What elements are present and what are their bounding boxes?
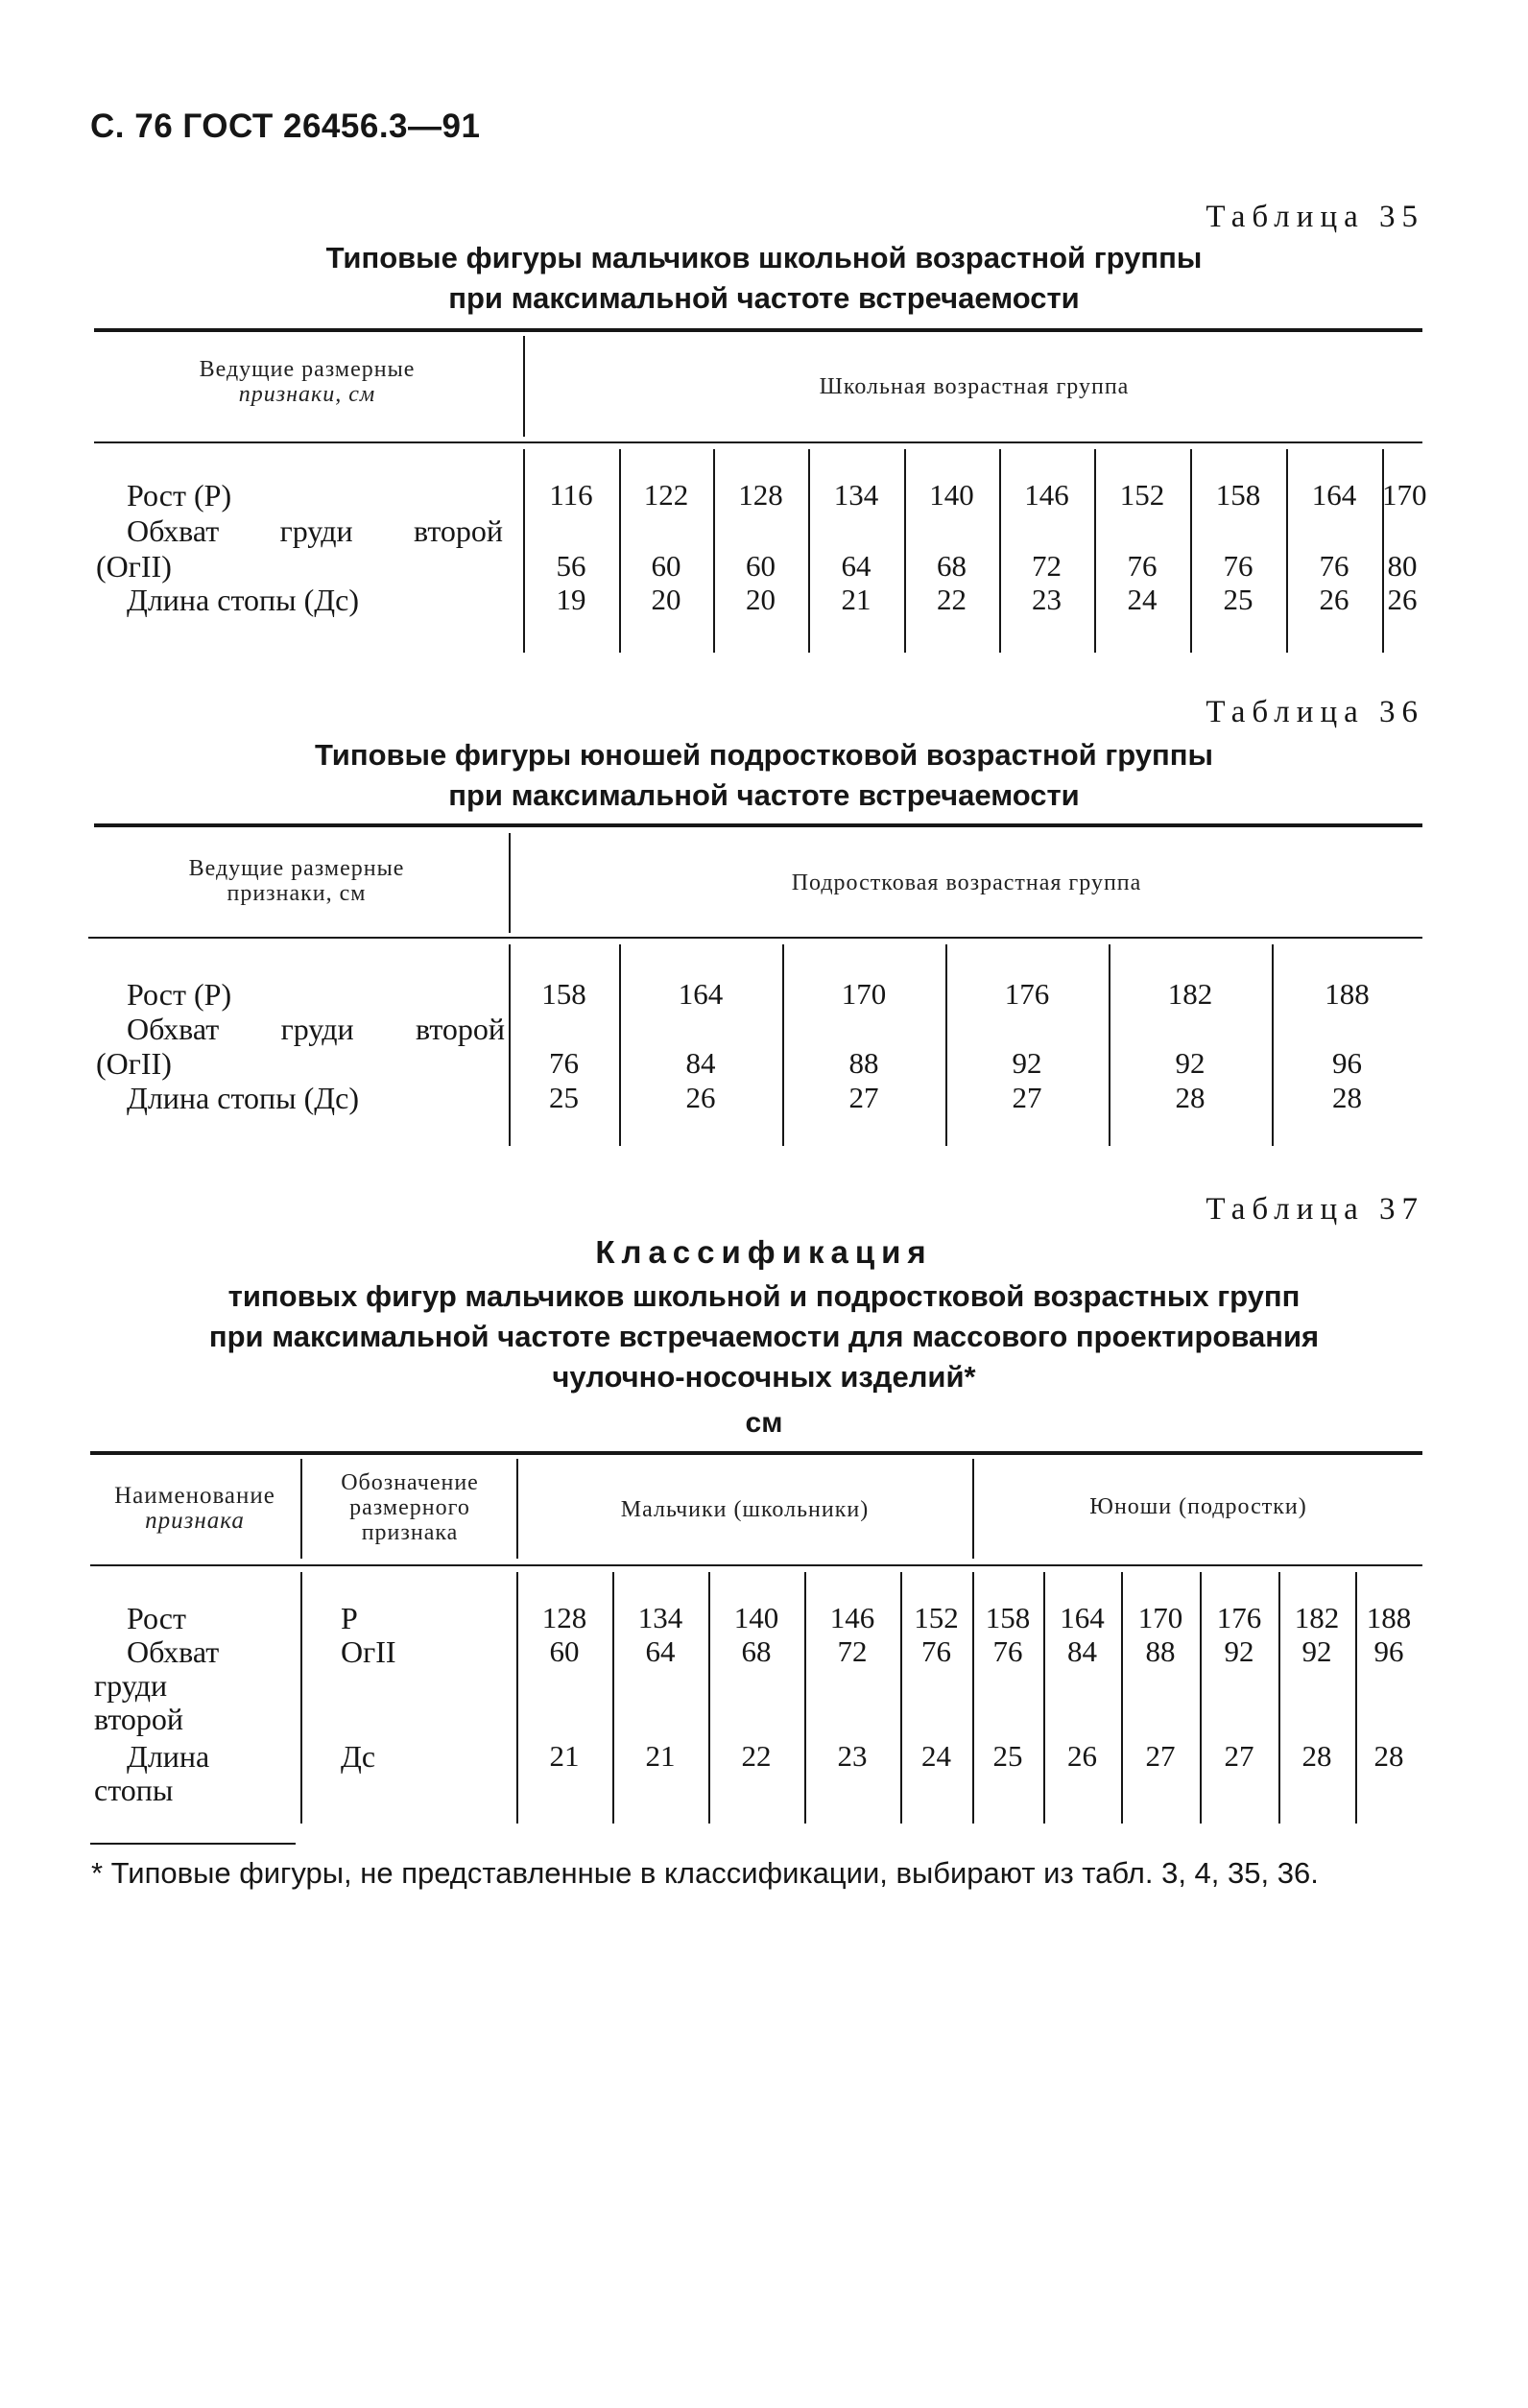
table-36-cell-r2-c1: 76 [549, 1046, 579, 1080]
table-37-cell-r2-c4: 72 [837, 1634, 868, 1668]
table-35-cell-r3-c1: 19 [556, 583, 586, 616]
table-37-cell-r3-c1: 21 [549, 1739, 580, 1773]
table-35-row-label-4: Длина стопы (Дс) [127, 583, 359, 617]
table-36-cell-r1-c2: 164 [678, 977, 724, 1011]
table-37-header-col1 [92, 1484, 298, 1534]
table-37-cell-r2-c7: 84 [1067, 1634, 1097, 1668]
table-36-cell-r3-c5: 28 [1175, 1081, 1206, 1114]
table-37-cell-r1-c5: 152 [914, 1601, 959, 1634]
table-37-cell-r3-c11: 28 [1373, 1739, 1404, 1773]
table-35-col-divider-0 [523, 449, 525, 653]
table-37-header-group-boys: Мальчики (школьники) [620, 1497, 870, 1522]
table-37-cell-r1-c7: 164 [1060, 1601, 1105, 1634]
table-37-cell-r1-c8: 170 [1137, 1601, 1183, 1634]
table-36-title-line-2: при максимальной частоте встречаемости [448, 778, 1080, 812]
table-35-row-label-2: Обхват груди второй [127, 513, 503, 548]
table-37-row-2-name-2: груди [94, 1668, 168, 1703]
table-36-col-divider-3 [945, 944, 947, 1146]
table-36-cell-r3-c1: 25 [549, 1081, 579, 1114]
table-35-cell-r2-c4: 64 [841, 549, 871, 583]
table-37-header-col1-line-1: Наименование [114, 1483, 275, 1509]
table-37-title-line-2: при максимальной частоте встречаемости для массового проектирования [208, 1320, 1320, 1353]
table-36-cell-r2-c3: 88 [848, 1046, 879, 1080]
table-36-header-rule [88, 937, 1422, 939]
table-37-cell-r2-c2: 64 [645, 1634, 676, 1668]
table-35-cell-r1-c3: 128 [738, 478, 783, 512]
table-36-cell-r3-c2: 26 [685, 1081, 716, 1114]
table-37-header-col2-line-3: признака [361, 1520, 459, 1545]
table-37-title-line-1: типовых фигур мальчиков школьной и подростковой возрастных групп [227, 1279, 1301, 1313]
table-35-cell-r3-c8: 25 [1223, 583, 1253, 616]
table-37-header-divider-1 [300, 1459, 302, 1559]
table-35-cell-r2-c1: 56 [556, 549, 586, 583]
table-36-header-group: Подростковая возрастная группа [791, 870, 1142, 895]
table-35-cell-r1-c4: 134 [833, 478, 879, 512]
table-37-title-line-3: чулочно-носочных изделий* [552, 1360, 976, 1394]
table-35-cell-r3-c2: 20 [651, 583, 681, 616]
table-35-header-left-line-1: Ведущие размерные [199, 357, 416, 382]
table-37-cell-r2-c3: 68 [741, 1634, 772, 1668]
table-35-header-rule [94, 441, 1422, 443]
table-36-header-left [90, 856, 503, 906]
table-35-cell-r1-c8: 158 [1215, 478, 1261, 512]
table-37-header-group-youths: Юноши (подростки) [1089, 1494, 1307, 1519]
footnote-rule [90, 1843, 296, 1845]
table-35-cell-r1-c2: 122 [643, 478, 689, 512]
table-36-cell-r2-c4: 92 [1012, 1046, 1042, 1080]
table-36-row-label-2: Обхват груди второй [127, 1012, 505, 1046]
table-37-header-col1-line-2: признака [145, 1508, 245, 1534]
table-36-number: Таблица 36 [1206, 695, 1424, 729]
table-37-cell-r1-c1: 128 [541, 1601, 587, 1634]
table-37-cell-r2-c6: 76 [992, 1634, 1023, 1668]
table-37-cell-r3-c8: 27 [1145, 1739, 1176, 1773]
table-35-number: Таблица 35 [1206, 200, 1424, 234]
table-37-cell-r3-c2: 21 [645, 1739, 676, 1773]
table-36-cell-r2-c5: 92 [1175, 1046, 1206, 1080]
table-37-cell-r1-c2: 134 [637, 1601, 683, 1634]
table-36-title-line-1: Типовые фигуры юношей подростковой возрастной группы [315, 738, 1213, 772]
table-35-cell-r2-c5: 68 [937, 549, 967, 583]
table-35-cell-r1-c6: 146 [1024, 478, 1069, 512]
table-37-header-col2-line-2: размерного [349, 1495, 470, 1520]
table-36-row-label-4: Длина стопы (Дс) [127, 1081, 359, 1115]
table-36-cell-r1-c6: 188 [1325, 977, 1370, 1011]
table-37-header-rule [90, 1564, 1422, 1566]
table-35-cell-r2-c2: 60 [651, 549, 681, 583]
table-36-col-divider-5 [1272, 944, 1274, 1146]
table-37-cell-r1-c10: 182 [1294, 1601, 1340, 1634]
table-37-cell-r2-c8: 88 [1145, 1634, 1176, 1668]
table-36-header-left-line-1: Ведущие размерные [188, 856, 405, 881]
table-37-cell-r3-c6: 25 [992, 1739, 1023, 1773]
table-35-cell-r3-c10: 26 [1387, 583, 1418, 616]
table-36-row-label-3: (ОгII) [96, 1046, 172, 1081]
table-37-cell-r1-c3: 140 [733, 1601, 779, 1634]
table-35-cell-r1-c1: 116 [549, 478, 593, 512]
table-37-row-2-name-1: Обхват [127, 1634, 220, 1669]
table-35-cell-r2-c8: 76 [1223, 549, 1253, 583]
table-36-cell-r3-c6: 28 [1332, 1081, 1362, 1114]
table-37-cell-r1-c9: 176 [1216, 1601, 1262, 1634]
table-35-header-group: Школьная возрастная группа [819, 374, 1130, 399]
table-35-cell-r2-c10: 80 [1387, 549, 1418, 583]
table-35-cell-r2-c3: 60 [746, 549, 776, 583]
table-35-cell-r2-c7: 76 [1127, 549, 1158, 583]
table-35-cell-r1-c7: 152 [1119, 478, 1165, 512]
table-37-cell-r1-c4: 146 [829, 1601, 875, 1634]
table-37-cell-r3-c4: 23 [837, 1739, 868, 1773]
table-35-cell-r1-c9: 164 [1311, 478, 1357, 512]
table-35-title-line-1: Типовые фигуры мальчиков школьной возрастной группы [325, 241, 1203, 274]
table-37-cell-r3-c9: 27 [1224, 1739, 1254, 1773]
table-35-cell-r1-c10: 170 [1382, 478, 1427, 512]
table-35-top-rule [94, 328, 1422, 332]
table-35-cell-r3-c4: 21 [841, 583, 871, 616]
table-36-col-divider-2 [782, 944, 784, 1146]
table-37-cell-r2-c5: 76 [921, 1634, 951, 1668]
table-37-title [0, 1276, 1528, 1397]
table-36-cell-r1-c1: 158 [541, 977, 586, 1011]
table-36-col-divider-0 [509, 944, 511, 1146]
table-35-cell-r3-c5: 22 [937, 583, 967, 616]
table-37-row-3-name-1: Длина [127, 1739, 210, 1774]
table-36-col-divider-1 [619, 944, 621, 1146]
table-36-header-left-line-2: признаки, см [227, 881, 367, 906]
table-37-number: Таблица 37 [1206, 1192, 1424, 1227]
table-37-row-1-name: Рост [127, 1601, 186, 1635]
table-37-cell-r3-c7: 26 [1067, 1739, 1097, 1773]
table-35-header-divider [523, 336, 525, 437]
table-36-cell-r3-c3: 27 [848, 1081, 879, 1114]
table-37-row-2-name-3: второй [94, 1702, 183, 1736]
table-36-title [0, 735, 1528, 816]
table-36-row-label-1: Рост (Р) [127, 977, 232, 1012]
table-35-row-label-3: (ОгII) [96, 549, 172, 584]
table-37-row-3-code: Дс [341, 1739, 376, 1774]
table-35-cell-r2-c9: 76 [1319, 549, 1349, 583]
table-36-col-divider-4 [1109, 944, 1110, 1146]
table-37-cell-r3-c5: 24 [921, 1739, 951, 1773]
table-36-cell-r1-c3: 170 [841, 977, 887, 1011]
table-35-header-left [96, 357, 518, 407]
table-37-cell-r3-c3: 22 [741, 1739, 772, 1773]
table-36-cell-r1-c4: 176 [1004, 977, 1050, 1011]
table-37-header-col2 [305, 1470, 514, 1545]
table-37-cell-r1-c11: 188 [1366, 1601, 1412, 1634]
table-36-cell-r1-c5: 182 [1167, 977, 1213, 1011]
table-37-cell-r2-c10: 92 [1301, 1634, 1332, 1668]
table-37-row-3-name-2: стопы [94, 1773, 174, 1807]
table-37-top-rule [90, 1451, 1422, 1455]
table-37-unit: см [745, 1407, 783, 1439]
table-35-cell-r2-c6: 72 [1032, 549, 1062, 583]
table-37-header-col2-line-1: Обозначение [341, 1470, 479, 1495]
table-37-row-1-code: Р [341, 1601, 358, 1635]
table-35-cell-r3-c6: 23 [1032, 583, 1062, 616]
page-header: С. 76 ГОСТ 26456.3—91 [90, 107, 481, 145]
table-35-cell-r3-c7: 24 [1127, 583, 1158, 616]
table-35-cell-r3-c9: 26 [1319, 583, 1349, 616]
footnote: * Типовые фигуры, не представленные в классификации, выбирают из табл. 3, 4, 35, 36. [91, 1856, 1319, 1890]
table-37-row-2-code: ОгII [341, 1634, 396, 1669]
table-35-row-label-1: Рост (Р) [127, 478, 232, 513]
table-36-cell-r3-c4: 27 [1012, 1081, 1042, 1114]
table-36-cell-r2-c6: 96 [1332, 1046, 1362, 1080]
table-35-cell-r1-c5: 140 [929, 478, 974, 512]
table-36-cell-r2-c2: 84 [685, 1046, 716, 1080]
table-35-cell-r3-c3: 20 [746, 583, 776, 616]
table-37-cell-r3-c10: 28 [1301, 1739, 1332, 1773]
table-37-col-divider-name [300, 1572, 302, 1824]
table-35-header-left-line-2: признаки, см [238, 382, 376, 407]
table-35-title [0, 238, 1528, 319]
table-37-title-main: Классификация [595, 1234, 933, 1270]
table-37-cell-r2-c9: 92 [1224, 1634, 1254, 1668]
table-35-title-line-2: при максимальной частоте встречаемости [448, 281, 1080, 315]
table-36-top-rule [94, 823, 1422, 827]
table-37-cell-r1-c6: 158 [985, 1601, 1031, 1634]
table-37-cell-r2-c11: 96 [1373, 1634, 1404, 1668]
table-37-cell-r2-c1: 60 [549, 1634, 580, 1668]
